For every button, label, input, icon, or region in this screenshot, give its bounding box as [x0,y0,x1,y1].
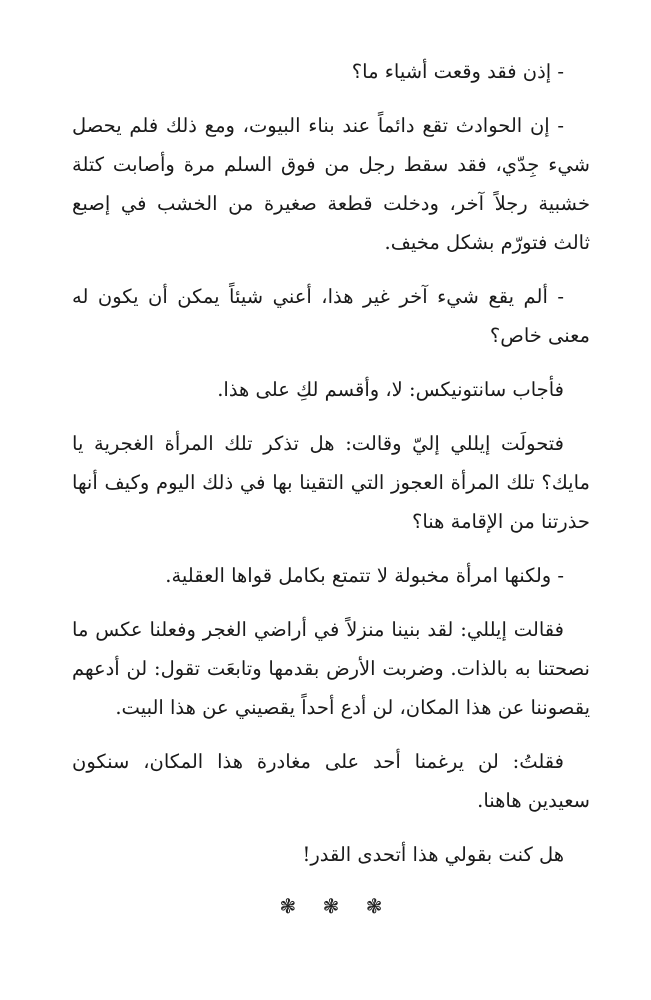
paragraph-7: فقالت إيللي: لقد بنينا منزلاً في أراضي الغجر وفعلنا عكس ما نصحتنا به بالذات. وضربت الأرض بقدمها وتابعَت تقول: لن أدعهم يقصوننا عن هذا المكان، لن أدع أحداً يقصيني عن هذا البيت. [72,618,590,719]
asterism-glyph: ❃ [322,894,340,918]
paragraph-9: هل كنت بقولي هذا أتحدى القدر! [302,843,564,866]
paragraph-6: - ولكنها امرأة مخبولة لا تتمتع بكامل قواها العقلية. [165,564,564,587]
paragraph-4: فأجاب سانتونيكس: لا، وأقسم لكِ على هذا. [217,378,564,401]
asterism-glyph: ❃ [365,894,383,918]
paragraph-5: فتحولَت إيللي إليّ وقالت: هل تذكر تلك المرأة الغجرية يا مايك؟ تلك المرأة العجوز التي التقينا بها في ذلك اليوم وكيف أنها حذرتنا من الإقامة هنا؟ [72,432,590,533]
book-page [72,52,590,918]
paragraph-1: - إذن فقد وقعت أشياء ما؟ [351,60,564,83]
paragraph-8: فقلتُ: لن يرغمنا أحد على مغادرة هذا المكان، سنكون سعيدين هاهنا. [72,750,590,812]
paragraph-3: - ألم يقع شيء آخر غير هذا، أعني شيئاً يمكن أن يكون له معنى خاص؟ [72,285,590,347]
section-break-ornament [72,894,590,918]
asterism-glyph: ❃ [279,894,297,918]
paragraph-2: - إن الحوادث تقع دائماً عند بناء البيوت، ومع ذلك فلم يحصل شيء جِدّي، فقد سقط رجل من فوق السلم مرة وأصابت كتلة خشبية رجلاً آخر، ودخلت قطعة صغيرة من الخشب في إصبع ثالث فتورّم بشكل مخيف. [72,114,590,254]
